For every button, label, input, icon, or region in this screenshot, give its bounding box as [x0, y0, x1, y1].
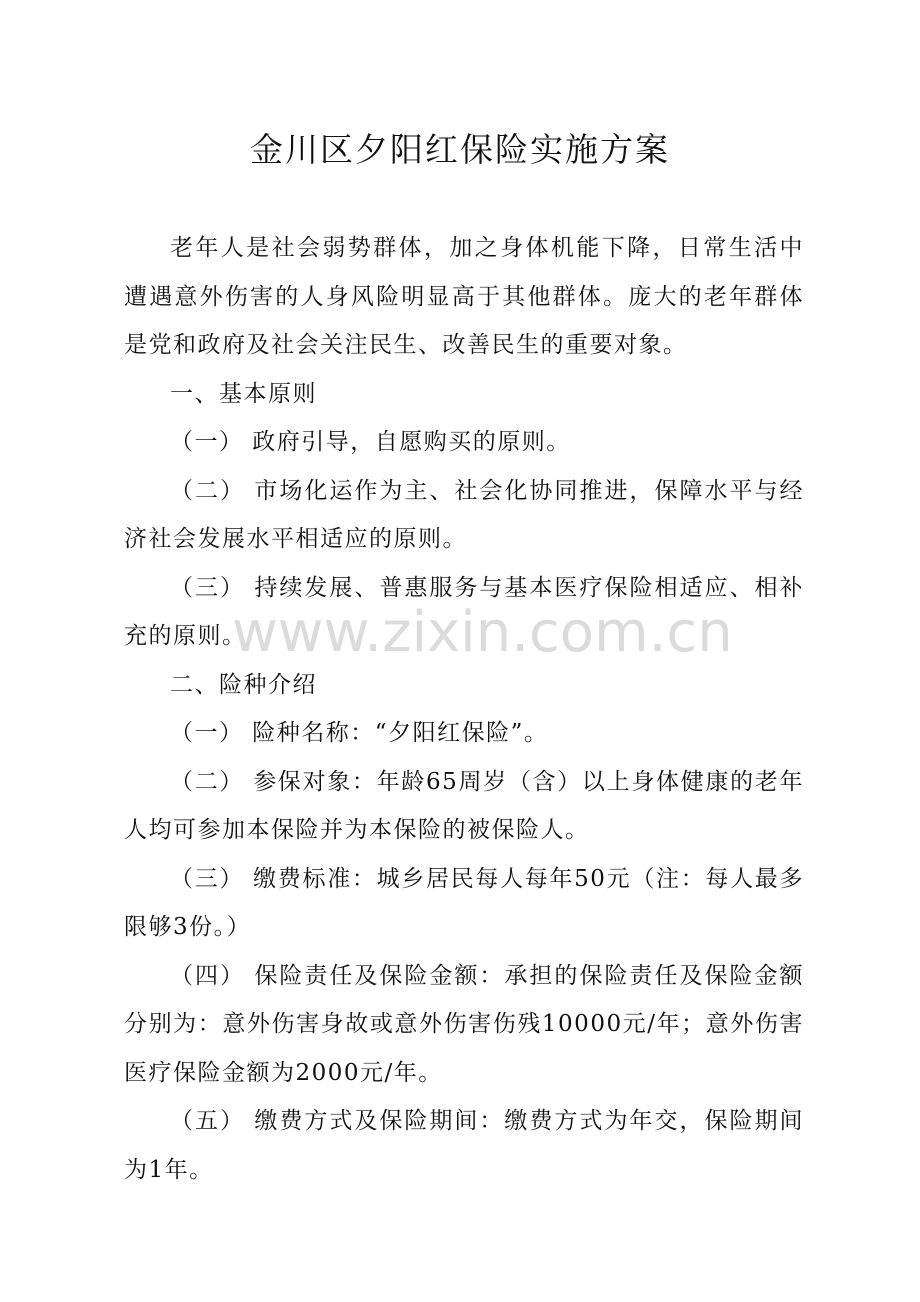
watermark: www.zixin.com.cn: [232, 600, 733, 665]
document-body: [124, 224, 804, 1194]
principle-item-3: （三） 持续发展、普惠服务与基本医疗保险相适应、相补充的原则。: [124, 574, 804, 649]
insurance-item-3: （三） 缴费标准：城乡居民每人每年50元（注：每人最多限够3份。）: [124, 865, 804, 940]
principle-item-2: （二） 市场化运作为主、社会化协同推进，保障水平与经济社会发展水平相适应的原则。: [124, 477, 804, 552]
insurance-item-2: （二） 参保对象：年龄65周岁（含）以上身体健康的老年人均可参加本保险并为本保险的被保险人。: [124, 768, 804, 843]
intro-paragraph: 老年人是社会弱势群体，加之身体机能下降，日常生活中遭遇意外伤害的人身风险明显高于其他群体。庞大的老年群体是党和政府及社会关注民生、改善民生的重要对象。: [124, 235, 804, 358]
section-heading-insurance-intro: 二、险种介绍: [170, 671, 317, 698]
insurance-item-4: （四） 保险责任及保险金额：承担的保险责任及保险金额分别为：意外伤害身故或意外伤害伤残10000元/年；意外伤害医疗保险金额为2000元/年。: [124, 962, 804, 1086]
section-heading-basic-principles: 一、基本原则: [170, 380, 317, 407]
document-title: 金川区夕阳红保险实施方案: [250, 130, 670, 169]
principle-item-1: （一） 政府引导，自愿购买的原则。: [170, 429, 571, 455]
insurance-item-1: （一） 险种名称：“夕阳红保险”。: [170, 720, 549, 746]
insurance-item-5: （五） 缴费方式及保险期间：缴费方式为年交，保险期间为1年。: [124, 1108, 804, 1183]
